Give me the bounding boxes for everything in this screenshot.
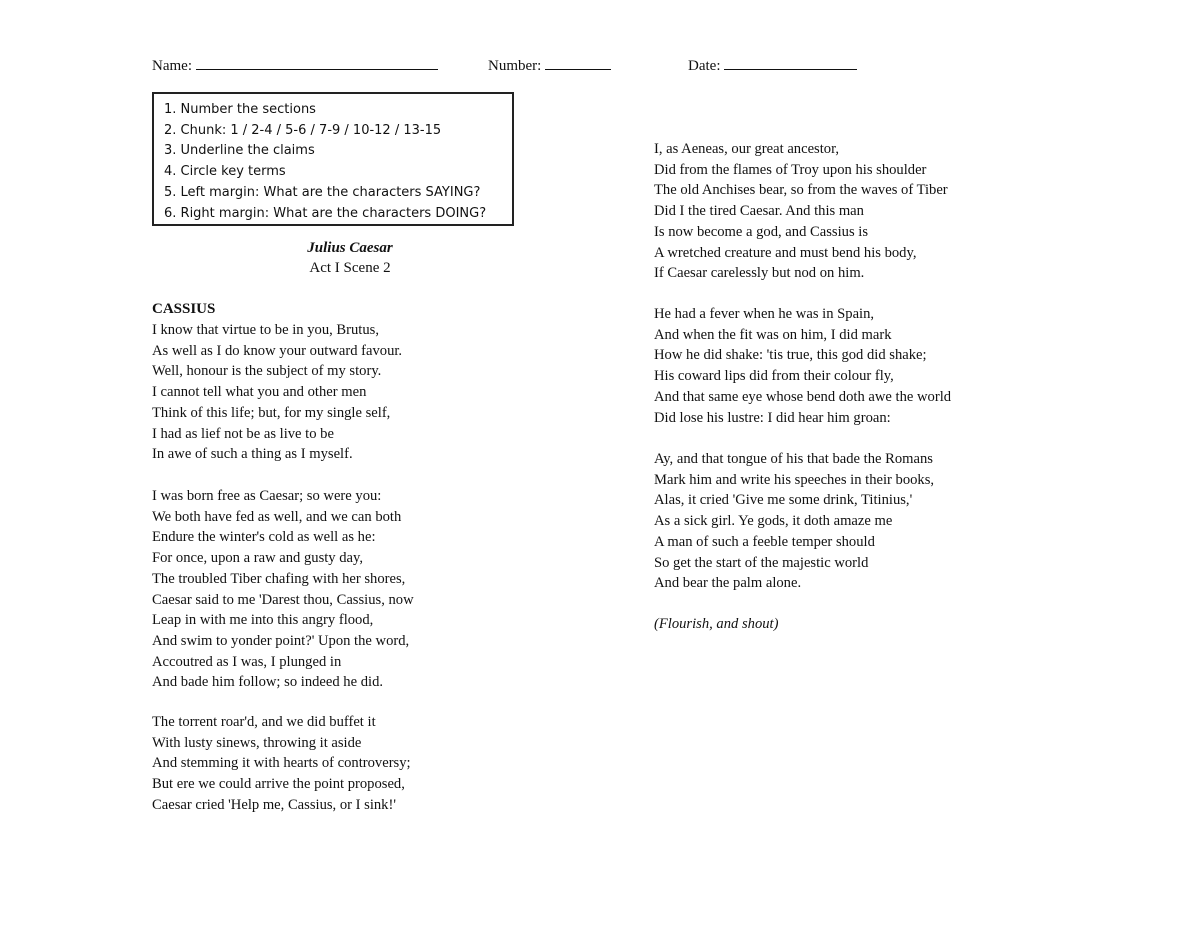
verse-line: And bade him follow; so indeed he did. (152, 674, 384, 691)
instruction-item: 5. Left margin: What are the characters SAYING? (164, 184, 481, 200)
stage-direction: (Flourish, and shout) (654, 616, 779, 632)
instruction-item: 6. Right margin: What are the characters DOING? (164, 205, 487, 221)
verse-line: And bear the palm alone. (654, 575, 802, 592)
verse-line: Did lose his lustre: I did hear him groan: (654, 409, 891, 426)
verse-line: Caesar said to me 'Darest thou, Cassius, now (152, 591, 414, 608)
right-stanza-3 (654, 449, 934, 594)
right-stanza-1 (654, 139, 948, 284)
scene-label: Act I Scene 2 (309, 260, 391, 276)
verse-line: As a sick girl. Ye gods, it doth amaze me (654, 513, 893, 530)
verse-line: I cannot tell what you and other men (152, 384, 367, 401)
verse-line: Alas, it cried 'Give me some drink, Titinius,' (654, 492, 913, 509)
verse-line: And when the fit was on him, I did mark (654, 326, 892, 343)
verse-line: A man of such a feeble temper should (654, 533, 875, 550)
verse-line: The troubled Tiber chafing with her shores, (152, 570, 406, 587)
verse-line: The torrent roar'd, and we did buffet it (152, 714, 376, 730)
instruction-item: 2. Chunk: 1 / 2-4 / 5-6 / 7-9 / 10-12 / 13-15 (164, 122, 442, 138)
verse-line: He had a fever when he was in Spain, (654, 306, 875, 322)
name-blank[interactable] (196, 55, 438, 70)
verse-line: I was born free as Caesar; so were you: (152, 488, 382, 504)
name-label: Name: (152, 58, 192, 74)
verse-line: I had as lief not be as live to be (152, 425, 334, 442)
instruction-item: 3. Underline the claims (164, 143, 315, 159)
instructions-box (152, 92, 514, 226)
verse-line: With lusty sinews, throwing it aside (152, 734, 362, 751)
verse-line: Mark him and write his speeches in their books, (654, 471, 935, 488)
left-stanza-3 (152, 712, 411, 816)
verse-line: Leap in with me into this angry flood, (152, 612, 374, 629)
date-blank[interactable] (724, 55, 857, 70)
verse-line: Endure the winter's cold as well as he: (152, 529, 376, 546)
verse-line: His coward lips did from their colour fly, (654, 368, 894, 385)
verse-line: I know that virtue to be in you, Brutus, (152, 322, 379, 338)
verse-line: But ere we could arrive the point proposed, (152, 776, 405, 793)
verse-line: Think of this life; but, for my single self, (152, 404, 391, 421)
verse-line: And swim to yonder point?' Upon the word, (152, 632, 410, 649)
verse-line: Accoutred as I was, I plunged in (152, 653, 342, 670)
right-stanza-2 (654, 304, 951, 428)
verse-line: So get the start of the majestic world (654, 554, 869, 571)
date-label: Date: (688, 58, 721, 74)
verse-line: If Caesar carelessly but nod on him. (654, 265, 865, 282)
date-field[interactable] (688, 55, 857, 76)
verse-line: The old Anchises bear, so from the waves of Tiber (654, 182, 948, 199)
verse-line: Ay, and that tongue of his that bade the Romans (654, 451, 933, 467)
left-stanza-2 (152, 486, 414, 693)
number-blank[interactable] (545, 55, 611, 70)
verse-line: We both have fed as well, and we can both (152, 508, 402, 525)
instruction-item: 4. Circle key terms (164, 164, 286, 180)
verse-line: Did I the tired Caesar. And this man (654, 203, 864, 220)
number-label: Number: (488, 58, 542, 74)
verse-line: As well as I do know your outward favour. (152, 342, 403, 359)
verse-line: And stemming it with hearts of controversy; (152, 755, 411, 772)
verse-line: A wretched creature and must bend his body, (654, 244, 917, 261)
play-title: Julius Caesar (307, 240, 393, 256)
verse-line: How he did shake: 'tis true, this god did shake; (654, 347, 927, 364)
verse-line: In awe of such a thing as I myself. (152, 446, 353, 463)
left-stanza-1 (152, 320, 402, 465)
name-field[interactable] (152, 55, 438, 76)
verse-line: Caesar cried 'Help me, Cassius, or I sink!' (152, 796, 396, 813)
verse-line: Is now become a god, and Cassius is (654, 223, 869, 240)
speaker-name: CASSIUS (152, 301, 216, 317)
instruction-item: 1. Number the sections (164, 102, 316, 117)
verse-line: For once, upon a raw and gusty day, (152, 550, 364, 567)
number-field[interactable] (488, 55, 611, 76)
verse-line: Did from the flames of Troy upon his shoulder (654, 161, 927, 178)
verse-line: Well, honour is the subject of my story. (152, 363, 382, 380)
play-heading (250, 238, 450, 278)
verse-line: I, as Aeneas, our great ancestor, (654, 141, 840, 157)
verse-line: And that same eye whose bend doth awe the world (654, 388, 952, 405)
